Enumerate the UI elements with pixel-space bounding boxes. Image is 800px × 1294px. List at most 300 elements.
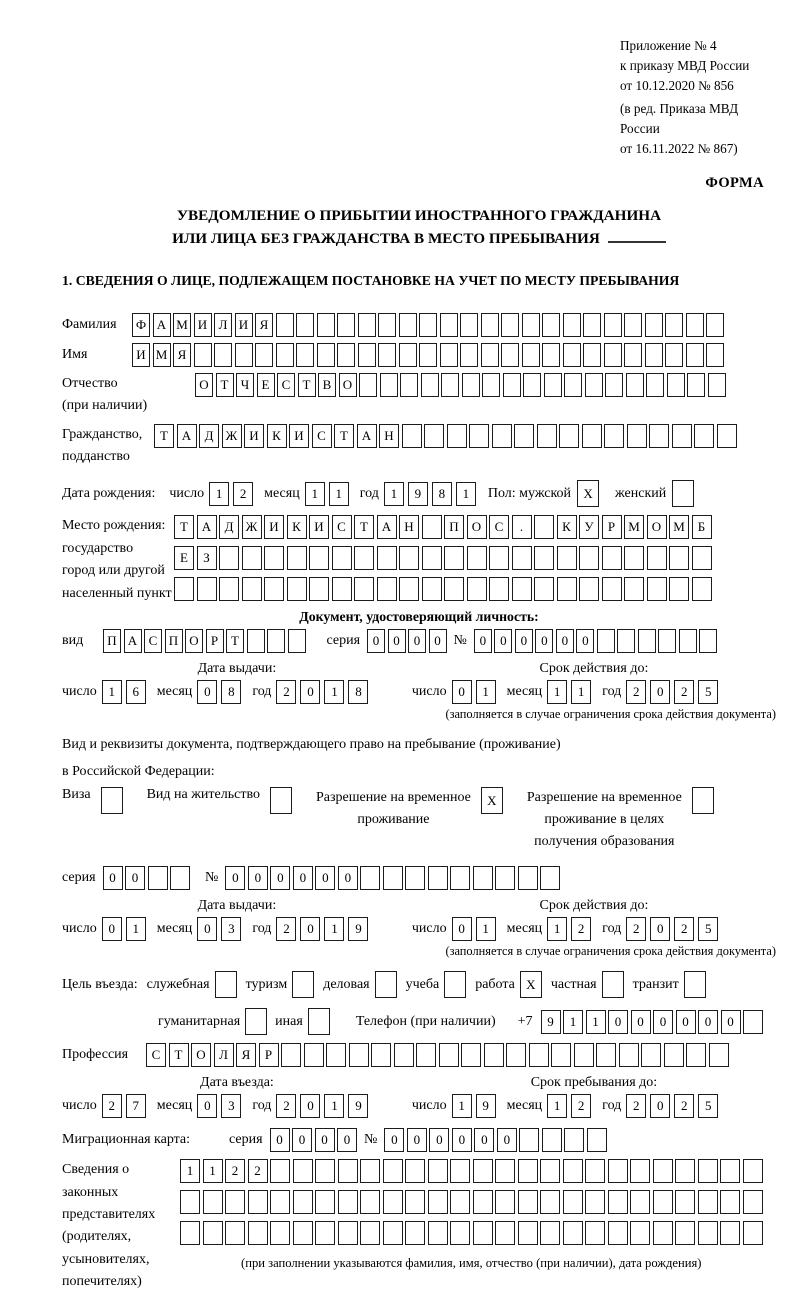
cell-box[interactable] <box>358 313 376 337</box>
cell-box[interactable] <box>675 1190 695 1214</box>
cell-box[interactable] <box>617 629 635 653</box>
cell-box[interactable] <box>203 1221 223 1245</box>
cell-box[interactable]: 0 <box>292 1128 312 1152</box>
cell-box[interactable]: 1 <box>547 1094 567 1118</box>
cell-box[interactable]: Т <box>174 515 194 539</box>
cell-box[interactable]: Ж <box>222 424 242 448</box>
cell-box[interactable] <box>585 1159 605 1183</box>
cell-box[interactable] <box>293 1190 313 1214</box>
cell-box[interactable]: 0 <box>388 629 406 653</box>
cell-box[interactable]: З <box>197 546 217 570</box>
cell-box[interactable]: К <box>287 515 307 539</box>
cell-box[interactable] <box>332 546 352 570</box>
cell-box[interactable] <box>596 1043 616 1067</box>
cell-box[interactable]: 0 <box>197 680 217 704</box>
cell-box[interactable] <box>534 577 554 601</box>
cell-box[interactable]: Н <box>399 515 419 539</box>
cell-box[interactable] <box>440 313 458 337</box>
cell-box[interactable]: О <box>191 1043 211 1067</box>
cell-box[interactable]: И <box>309 515 329 539</box>
cell-box[interactable] <box>518 866 538 890</box>
cell-box[interactable]: 0 <box>535 629 553 653</box>
cell-box[interactable] <box>270 1159 290 1183</box>
cell-box[interactable]: 0 <box>102 917 122 941</box>
cell-box[interactable]: 1 <box>547 680 567 704</box>
cell-box[interactable] <box>597 629 615 653</box>
cell-box[interactable]: X <box>577 480 599 507</box>
cell-box[interactable] <box>419 343 437 367</box>
cell-box[interactable] <box>495 866 515 890</box>
cell-box[interactable] <box>378 343 396 367</box>
cell-box[interactable] <box>687 373 705 397</box>
cell-box[interactable] <box>428 1190 448 1214</box>
cell-box[interactable] <box>421 373 439 397</box>
cell-box[interactable] <box>675 1159 695 1183</box>
cell-box[interactable]: Р <box>259 1043 279 1067</box>
cell-box[interactable]: 2 <box>276 917 296 941</box>
cell-box[interactable]: 1 <box>456 482 476 506</box>
cell-box[interactable] <box>706 313 724 337</box>
cell-box[interactable] <box>542 343 560 367</box>
cell-box[interactable] <box>358 343 376 367</box>
cell-box[interactable] <box>645 343 663 367</box>
cell-box[interactable] <box>296 313 314 337</box>
cell-box[interactable]: 0 <box>650 1094 670 1118</box>
cell-box[interactable] <box>743 1190 763 1214</box>
cell-box[interactable]: 1 <box>571 680 591 704</box>
cell-box[interactable]: 0 <box>367 629 385 653</box>
cell-box[interactable] <box>444 546 464 570</box>
cell-box[interactable] <box>317 313 335 337</box>
cell-box[interactable] <box>405 866 425 890</box>
cell-box[interactable] <box>489 577 509 601</box>
cell-box[interactable] <box>694 424 714 448</box>
cell-box[interactable]: 0 <box>384 1128 404 1152</box>
cell-box[interactable] <box>309 577 329 601</box>
cell-box[interactable]: 0 <box>337 1128 357 1152</box>
cell-box[interactable] <box>675 1221 695 1245</box>
cell-box[interactable]: О <box>195 373 213 397</box>
cell-box[interactable]: 2 <box>276 680 296 704</box>
cell-box[interactable] <box>308 1008 330 1035</box>
cell-box[interactable] <box>338 1190 358 1214</box>
cell-box[interactable] <box>653 1221 673 1245</box>
cell-box[interactable]: Л <box>214 313 232 337</box>
cell-box[interactable]: С <box>489 515 509 539</box>
cell-box[interactable]: 0 <box>429 629 447 653</box>
cell-box[interactable] <box>679 629 697 653</box>
cell-box[interactable]: И <box>289 424 309 448</box>
cell-box[interactable]: 0 <box>103 866 123 890</box>
cell-box[interactable]: 0 <box>650 917 670 941</box>
cell-box[interactable]: 2 <box>102 1094 122 1118</box>
cell-box[interactable] <box>360 1159 380 1183</box>
cell-box[interactable] <box>422 546 442 570</box>
cell-box[interactable] <box>559 424 579 448</box>
cell-box[interactable] <box>450 1190 470 1214</box>
cell-box[interactable]: 9 <box>408 482 428 506</box>
cell-box[interactable]: . <box>512 515 532 539</box>
cell-box[interactable] <box>630 1221 650 1245</box>
cell-box[interactable]: 0 <box>407 1128 427 1152</box>
cell-box[interactable]: 0 <box>576 629 594 653</box>
cell-box[interactable] <box>482 373 500 397</box>
cell-box[interactable] <box>579 577 599 601</box>
cell-box[interactable] <box>248 1221 268 1245</box>
cell-box[interactable] <box>518 1221 538 1245</box>
cell-box[interactable]: Д <box>199 424 219 448</box>
cell-box[interactable] <box>529 1043 549 1067</box>
cell-box[interactable]: 2 <box>571 1094 591 1118</box>
cell-box[interactable] <box>242 577 262 601</box>
cell-box[interactable] <box>450 866 470 890</box>
cell-box[interactable]: 1 <box>329 482 349 506</box>
cell-box[interactable] <box>523 373 541 397</box>
cell-box[interactable] <box>450 1221 470 1245</box>
cell-box[interactable] <box>489 546 509 570</box>
cell-box[interactable] <box>608 1159 628 1183</box>
cell-box[interactable] <box>101 787 123 814</box>
cell-box[interactable]: Т <box>169 1043 189 1067</box>
cell-box[interactable] <box>460 343 478 367</box>
cell-box[interactable]: 0 <box>125 866 145 890</box>
cell-box[interactable] <box>641 1043 661 1067</box>
cell-box[interactable]: 2 <box>626 680 646 704</box>
cell-box[interactable] <box>585 1221 605 1245</box>
cell-box[interactable] <box>214 343 232 367</box>
cell-box[interactable]: А <box>177 424 197 448</box>
cell-box[interactable] <box>583 343 601 367</box>
cell-box[interactable] <box>416 1043 436 1067</box>
cell-box[interactable]: М <box>173 313 191 337</box>
cell-box[interactable]: 8 <box>221 680 241 704</box>
cell-box[interactable]: А <box>377 515 397 539</box>
cell-box[interactable]: 1 <box>324 917 344 941</box>
cell-box[interactable] <box>332 577 352 601</box>
cell-box[interactable] <box>180 1221 200 1245</box>
cell-box[interactable]: Р <box>206 629 224 653</box>
cell-box[interactable]: 0 <box>515 629 533 653</box>
cell-box[interactable] <box>428 866 448 890</box>
cell-box[interactable] <box>619 1043 639 1067</box>
cell-box[interactable]: 1 <box>476 680 496 704</box>
cell-box[interactable] <box>503 373 521 397</box>
cell-box[interactable] <box>383 1159 403 1183</box>
cell-box[interactable] <box>315 1159 335 1183</box>
cell-box[interactable]: О <box>185 629 203 653</box>
cell-box[interactable] <box>473 866 493 890</box>
cell-box[interactable]: 0 <box>698 1010 718 1034</box>
cell-box[interactable]: А <box>357 424 377 448</box>
cell-box[interactable] <box>630 1190 650 1214</box>
cell-box[interactable]: О <box>467 515 487 539</box>
cell-box[interactable] <box>287 577 307 601</box>
cell-box[interactable] <box>501 313 519 337</box>
cell-box[interactable] <box>720 1190 740 1214</box>
cell-box[interactable] <box>419 313 437 337</box>
cell-box[interactable]: X <box>481 787 503 814</box>
cell-box[interactable] <box>405 1190 425 1214</box>
cell-box[interactable] <box>402 424 422 448</box>
cell-box[interactable] <box>337 313 355 337</box>
cell-box[interactable]: 9 <box>348 917 368 941</box>
cell-box[interactable] <box>743 1159 763 1183</box>
cell-box[interactable]: О <box>339 373 357 397</box>
cell-box[interactable] <box>537 424 557 448</box>
cell-box[interactable]: С <box>277 373 295 397</box>
cell-box[interactable]: О <box>647 515 667 539</box>
cell-box[interactable] <box>462 373 480 397</box>
cell-box[interactable] <box>658 629 676 653</box>
cell-box[interactable] <box>540 866 560 890</box>
cell-box[interactable] <box>604 343 622 367</box>
cell-box[interactable] <box>473 1190 493 1214</box>
cell-box[interactable] <box>720 1221 740 1245</box>
cell-box[interactable] <box>219 546 239 570</box>
cell-box[interactable]: 0 <box>315 866 335 890</box>
cell-box[interactable]: 0 <box>300 1094 320 1118</box>
cell-box[interactable] <box>495 1221 515 1245</box>
cell-box[interactable] <box>264 546 284 570</box>
cell-box[interactable] <box>399 313 417 337</box>
cell-box[interactable]: Я <box>173 343 191 367</box>
cell-box[interactable] <box>338 1159 358 1183</box>
cell-box[interactable]: 0 <box>452 917 472 941</box>
cell-box[interactable] <box>380 373 398 397</box>
cell-box[interactable] <box>626 373 644 397</box>
cell-box[interactable] <box>225 1221 245 1245</box>
cell-box[interactable]: Ф <box>132 313 150 337</box>
cell-box[interactable] <box>428 1159 448 1183</box>
cell-box[interactable] <box>501 343 519 367</box>
cell-box[interactable]: Е <box>257 373 275 397</box>
cell-box[interactable] <box>378 313 396 337</box>
cell-box[interactable]: К <box>557 515 577 539</box>
cell-box[interactable] <box>557 546 577 570</box>
cell-box[interactable] <box>540 1190 560 1214</box>
cell-box[interactable] <box>563 313 581 337</box>
cell-box[interactable]: 2 <box>225 1159 245 1183</box>
cell-box[interactable] <box>665 343 683 367</box>
cell-box[interactable] <box>317 343 335 367</box>
cell-box[interactable] <box>444 577 464 601</box>
cell-box[interactable] <box>447 424 467 448</box>
cell-box[interactable] <box>672 424 692 448</box>
cell-box[interactable]: Т <box>154 424 174 448</box>
cell-box[interactable] <box>270 1221 290 1245</box>
cell-box[interactable] <box>564 1128 584 1152</box>
cell-box[interactable] <box>383 1221 403 1245</box>
cell-box[interactable]: У <box>579 515 599 539</box>
cell-box[interactable] <box>646 373 664 397</box>
cell-box[interactable] <box>624 577 644 601</box>
cell-box[interactable] <box>522 313 540 337</box>
cell-box[interactable] <box>405 1159 425 1183</box>
cell-box[interactable]: А <box>197 515 217 539</box>
cell-box[interactable]: 1 <box>126 917 146 941</box>
cell-box[interactable] <box>557 577 577 601</box>
cell-box[interactable] <box>235 343 253 367</box>
cell-box[interactable] <box>698 1159 718 1183</box>
cell-box[interactable] <box>653 1190 673 1214</box>
cell-box[interactable]: 2 <box>626 1094 646 1118</box>
cell-box[interactable] <box>469 424 489 448</box>
cell-box[interactable]: 5 <box>698 680 718 704</box>
cell-box[interactable] <box>481 343 499 367</box>
cell-box[interactable] <box>534 515 554 539</box>
cell-box[interactable] <box>698 1190 718 1214</box>
cell-box[interactable]: Б <box>692 515 712 539</box>
cell-box[interactable]: 0 <box>474 1128 494 1152</box>
cell-box[interactable] <box>247 629 265 653</box>
cell-box[interactable] <box>542 313 560 337</box>
cell-box[interactable] <box>692 577 712 601</box>
cell-box[interactable]: Т <box>354 515 374 539</box>
cell-box[interactable] <box>563 1221 583 1245</box>
cell-box[interactable] <box>664 1043 684 1067</box>
cell-box[interactable]: С <box>312 424 332 448</box>
cell-box[interactable]: П <box>165 629 183 653</box>
cell-box[interactable] <box>460 313 478 337</box>
cell-box[interactable]: 0 <box>408 629 426 653</box>
cell-box[interactable]: 2 <box>626 917 646 941</box>
cell-box[interactable] <box>684 971 706 998</box>
cell-box[interactable] <box>692 787 714 814</box>
cell-box[interactable] <box>293 1221 313 1245</box>
cell-box[interactable] <box>326 1043 346 1067</box>
cell-box[interactable]: Т <box>226 629 244 653</box>
cell-box[interactable] <box>720 1159 740 1183</box>
cell-box[interactable] <box>315 1221 335 1245</box>
cell-box[interactable] <box>492 424 512 448</box>
cell-box[interactable] <box>608 1221 628 1245</box>
cell-box[interactable] <box>359 373 377 397</box>
cell-box[interactable]: 1 <box>203 1159 223 1183</box>
cell-box[interactable]: 1 <box>476 917 496 941</box>
cell-box[interactable]: 3 <box>221 1094 241 1118</box>
cell-box[interactable] <box>225 1190 245 1214</box>
cell-box[interactable] <box>276 343 294 367</box>
cell-box[interactable]: К <box>267 424 287 448</box>
cell-box[interactable] <box>422 515 442 539</box>
cell-box[interactable] <box>708 373 726 397</box>
cell-box[interactable]: 0 <box>248 866 268 890</box>
cell-box[interactable]: 0 <box>270 1128 290 1152</box>
cell-box[interactable]: 9 <box>348 1094 368 1118</box>
cell-box[interactable] <box>292 971 314 998</box>
cell-box[interactable]: 1 <box>547 917 567 941</box>
cell-box[interactable] <box>624 546 644 570</box>
cell-box[interactable]: 0 <box>608 1010 628 1034</box>
cell-box[interactable] <box>315 1190 335 1214</box>
cell-box[interactable] <box>287 546 307 570</box>
cell-box[interactable]: Д <box>219 515 239 539</box>
cell-box[interactable]: 1 <box>209 482 229 506</box>
cell-box[interactable]: 9 <box>476 1094 496 1118</box>
cell-box[interactable] <box>296 343 314 367</box>
cell-box[interactable]: 2 <box>233 482 253 506</box>
cell-box[interactable]: 2 <box>571 917 591 941</box>
cell-box[interactable] <box>534 546 554 570</box>
cell-box[interactable]: 5 <box>698 917 718 941</box>
cell-box[interactable]: 0 <box>676 1010 696 1034</box>
cell-box[interactable]: Е <box>174 546 194 570</box>
cell-box[interactable] <box>264 577 284 601</box>
cell-box[interactable]: Т <box>334 424 354 448</box>
cell-box[interactable]: 0 <box>197 1094 217 1118</box>
cell-box[interactable]: Т <box>298 373 316 397</box>
cell-box[interactable]: С <box>146 1043 166 1067</box>
cell-box[interactable] <box>669 546 689 570</box>
cell-box[interactable]: П <box>103 629 121 653</box>
cell-box[interactable] <box>667 373 685 397</box>
cell-box[interactable] <box>519 1128 539 1152</box>
cell-box[interactable] <box>180 1190 200 1214</box>
cell-box[interactable] <box>338 1221 358 1245</box>
cell-box[interactable] <box>495 1190 515 1214</box>
cell-box[interactable] <box>270 1190 290 1214</box>
cell-box[interactable]: 2 <box>276 1094 296 1118</box>
cell-box[interactable] <box>542 1128 562 1152</box>
cell-box[interactable] <box>706 343 724 367</box>
cell-box[interactable] <box>461 1043 481 1067</box>
cell-box[interactable]: 1 <box>324 680 344 704</box>
cell-box[interactable]: 2 <box>674 1094 694 1118</box>
cell-box[interactable] <box>686 343 704 367</box>
cell-box[interactable]: Т <box>216 373 234 397</box>
cell-box[interactable]: 2 <box>248 1159 268 1183</box>
cell-box[interactable] <box>540 1221 560 1245</box>
cell-box[interactable] <box>604 313 622 337</box>
cell-box[interactable] <box>743 1010 763 1034</box>
cell-box[interactable] <box>583 313 601 337</box>
cell-box[interactable] <box>360 1190 380 1214</box>
cell-box[interactable]: И <box>132 343 150 367</box>
cell-box[interactable] <box>717 424 737 448</box>
cell-box[interactable] <box>574 1043 594 1067</box>
cell-box[interactable] <box>624 343 642 367</box>
cell-box[interactable]: 0 <box>650 680 670 704</box>
cell-box[interactable]: И <box>235 313 253 337</box>
cell-box[interactable] <box>709 1043 729 1067</box>
cell-box[interactable] <box>360 1221 380 1245</box>
cell-box[interactable] <box>630 1159 650 1183</box>
cell-box[interactable]: 8 <box>432 482 452 506</box>
cell-box[interactable]: 0 <box>315 1128 335 1152</box>
cell-box[interactable]: Р <box>602 515 622 539</box>
cell-box[interactable] <box>377 546 397 570</box>
cell-box[interactable] <box>647 546 667 570</box>
cell-box[interactable] <box>399 577 419 601</box>
cell-box[interactable]: 0 <box>300 917 320 941</box>
cell-box[interactable]: 1 <box>305 482 325 506</box>
cell-box[interactable] <box>608 1190 628 1214</box>
cell-box[interactable] <box>371 1043 391 1067</box>
cell-box[interactable]: 1 <box>586 1010 606 1034</box>
cell-box[interactable]: В <box>318 373 336 397</box>
cell-box[interactable] <box>653 1159 673 1183</box>
cell-box[interactable] <box>255 343 273 367</box>
cell-box[interactable]: 1 <box>384 482 404 506</box>
cell-box[interactable] <box>506 1043 526 1067</box>
cell-box[interactable]: И <box>264 515 284 539</box>
cell-box[interactable] <box>544 373 562 397</box>
cell-box[interactable]: М <box>153 343 171 367</box>
cell-box[interactable]: 5 <box>698 1094 718 1118</box>
cell-box[interactable]: 0 <box>497 1128 517 1152</box>
cell-box[interactable] <box>360 866 380 890</box>
cell-box[interactable]: Н <box>379 424 399 448</box>
